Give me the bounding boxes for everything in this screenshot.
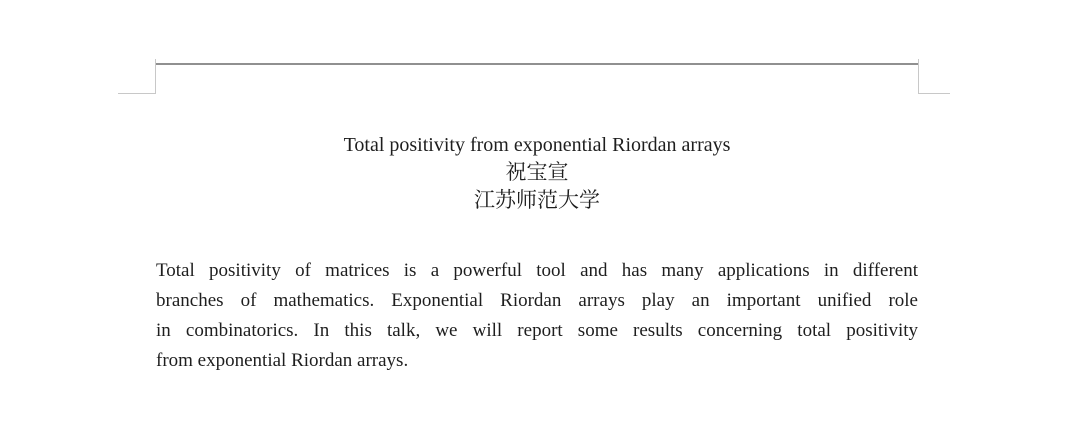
margin-mark-right-horizontal bbox=[918, 93, 950, 94]
abstract-paragraph bbox=[156, 256, 918, 376]
page-top-edge-line bbox=[156, 63, 918, 65]
margin-mark-right-vertical bbox=[918, 59, 919, 94]
affiliation: 江苏师范大学 bbox=[474, 189, 600, 212]
abstract-line: in combinatorics. In this talk, we will report some results concerning total positivity bbox=[156, 320, 918, 341]
title-block bbox=[156, 131, 918, 215]
abstract-line: from exponential Riordan arrays. bbox=[156, 350, 409, 371]
margin-mark-left-vertical bbox=[155, 59, 156, 94]
author-name: 祝宝宣 bbox=[505, 161, 569, 184]
margin-mark-left-horizontal bbox=[118, 93, 156, 94]
abstract-line: Total positivity of matrices is a powerful tool and has many applications in different bbox=[156, 260, 918, 281]
abstract-line: branches of mathematics. Exponential Riordan arrays play an important unified role bbox=[156, 290, 918, 311]
document-title: Total positivity from exponential Riordan arrays bbox=[343, 134, 731, 156]
